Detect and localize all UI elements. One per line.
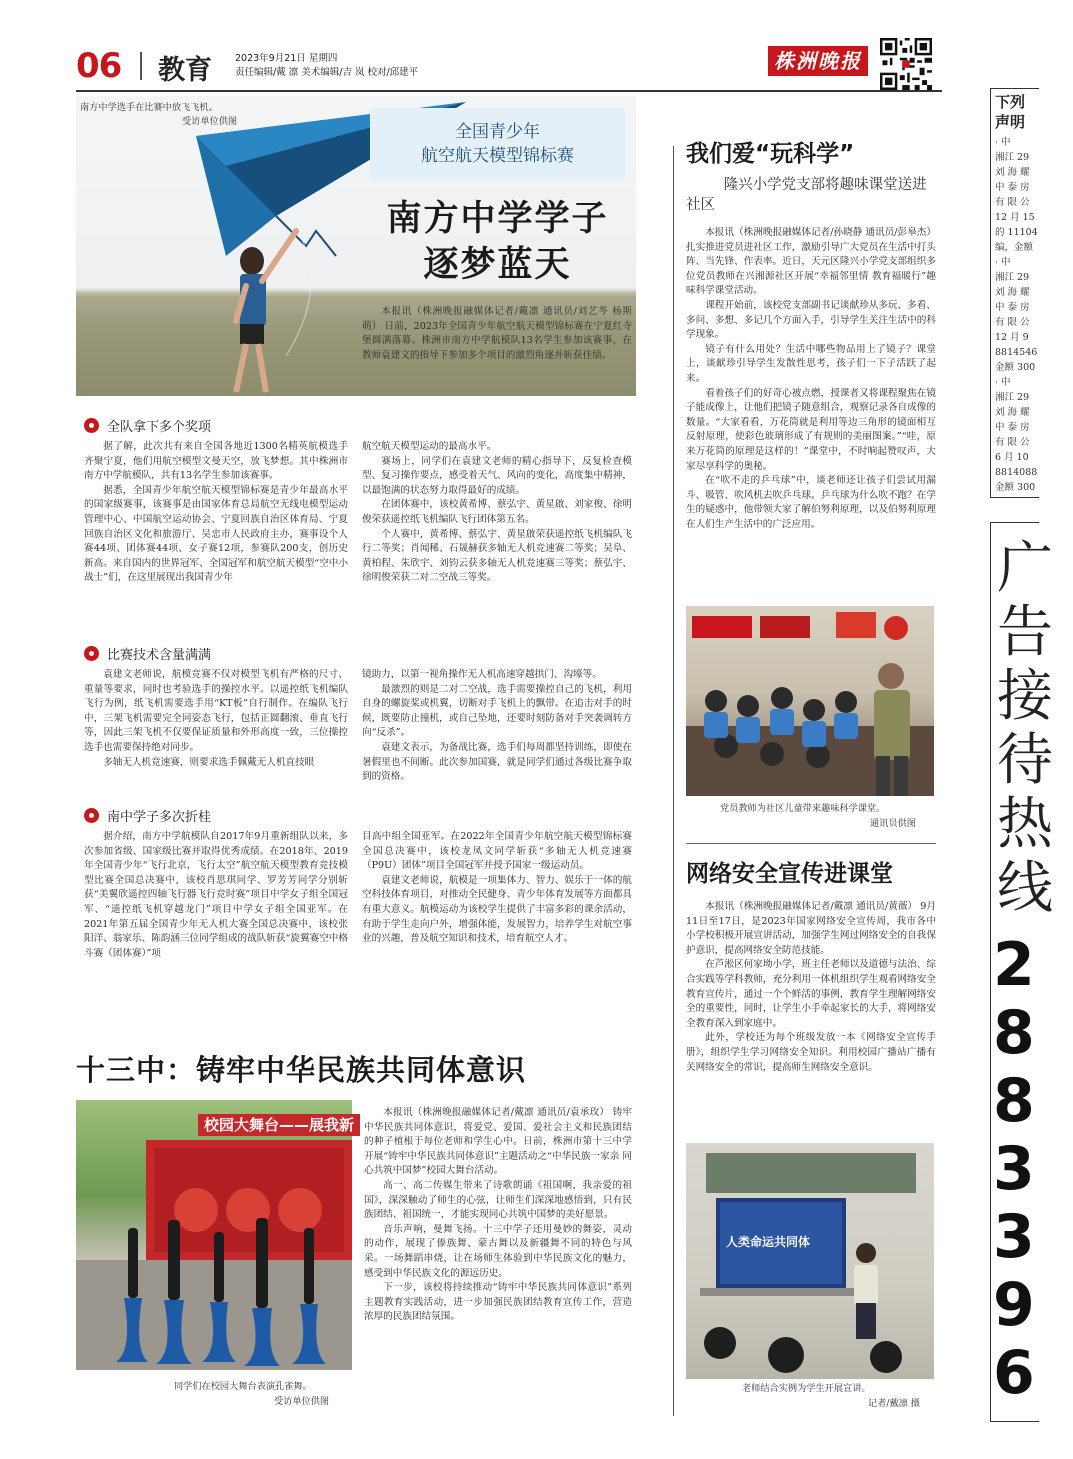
notice-line: 刘 海 耀 <box>995 407 1030 418</box>
paragraph: 本报讯（株洲晚报融媒体记者/戴凛 通讯员/黄薇） 9月11日至17日，是2023年国家网络安全宣传周，我市各中小学校积极开展宣讲活动，加强学生网过网络安全的自我保护意识，提高网络安全防范技能。 <box>686 901 936 956</box>
ad-char: 热 <box>997 792 1053 857</box>
paragraph: 目高中组全国亚军。在2022年全国青少年航空航天模型锦标赛全国总决赛中，该校龙凤文同学斩获“多轴无人机竞速赛（P9U）团体”项目全国冠军并授予国家一级运动员。 <box>362 831 632 872</box>
security-headline: 网络安全宣传进课堂 <box>686 861 893 887</box>
paragraph: 赛场上，同学们在袁建文老师的精心指导下，反复检查模型、复习操作要点，感受着天气、风向的变化，高度集中精神，以最饱满的状态努力取得最好的成绩。 <box>362 455 632 496</box>
unity-photo-caption: 同学们在校园大舞台表演孔雀舞。 <box>174 1381 312 1392</box>
notice-title-2: 声明 <box>995 113 1026 131</box>
paragraph: 据介绍，南方中学航模队自2017年9月重新组队以来，多次参加省级、国家级比赛并取得优秀成绩。在2018年、2019年全国青少年“飞行北京，飞行太空”航空航天模型教育竞技模型比赛全国总决赛中，该校肖思琪同学、罗芳芳同学分别斩获“美翼欣遥控四轴飞行器飞行竞时赛”项目中学女子组全国冠军、“遥控纸飞机穿越龙门”项目中学女子组全国亚军。在2021年第五届全国青少年无人机大赛全国总决赛中，该校张阳洋、翁家乐、陈韵涵三位同学组成的战队斩获“旋翼赛空中格斗赛（团体赛）”项 <box>84 831 348 959</box>
science-photo <box>686 606 934 796</box>
technique-col2 <box>362 668 632 785</box>
paragraph: 多轴无人机竞速赛，则要求选手佩戴无人机直技眼 <box>103 756 315 768</box>
notice-line: 金额 300 <box>995 362 1036 373</box>
event-banner <box>370 108 625 180</box>
paragraph: 本报讯（株洲晚报融媒体记者/戴凛 通讯员/袁承玫） 铸牢中华民族共同体意识，将爱党、爱国、爱社会主义和民族团结的种子植根于每位老师和学生心中。日前，株洲市第十三中学开展“铸牢中华民族共同体意识”主题活动之“中华民族一家亲 同心共筑中国梦”校园大舞台活动。 <box>364 1107 632 1177</box>
article-divider <box>686 843 936 844</box>
science-headline: 我们爱“玩科学” <box>686 141 855 167</box>
kite-headline-line1: 南方中学学子 <box>386 199 609 239</box>
ad-digit: 8 <box>993 998 1035 1068</box>
notice-line: 有 限 公 <box>995 197 1030 208</box>
notice-line: 有 限 公 <box>995 437 1030 448</box>
kite-headline <box>360 196 635 288</box>
paragraph: 个人赛中，黄希博、蔡弘宇、黄星啟荣获遥控纸飞机编队飞行二等奖；肖闻稀、石晟赫获多轴无人机竞速赛二等奖；吴阜、黄柏程、朱欣宇、刘钧云获多轴无人机竞速赛三等奖；蔡弘宇、徐明俊荣获二对二空战三等奖。 <box>362 528 632 584</box>
ad-digit: 6 <box>993 1338 1035 1408</box>
paragraph: 下一步，该校将持续推动“铸牢中华民族共同体意识”系列主题教育实践活动，进一步加强民族团结教育宣传工作，营造浓厚的民族团结氛围。 <box>364 1282 632 1323</box>
science-body <box>686 226 936 532</box>
section-heading-text: 全队拿下多个奖项 <box>107 420 212 435</box>
paragraph: 在团体赛中，该校黄希博、蔡弘宇、黄星啟、刘家俊、徐明俊荣获遥控纸飞机编队飞行团体第五名。 <box>362 499 632 525</box>
paragraph: 据悉，全国青少年航空航天模型锦标赛是青少年最高水平的国家级赛事，该赛事是由国家体育总局航空无线电模型运动管理中心、中国航空运动协会、宁夏回族自治区体育局、宁夏回族自治区文化和旅游厅、吴忠市人民政府主办，赛事设个人赛44项、团体赛44项、女子赛12项，参赛队200支，创历史新高。来自国内的世界冠军、全国冠军和航空航天模型“空中小战士”们，在这里展现出我国青少年 <box>84 484 348 584</box>
paragraph: 在芦淞区何家坳小学，班主任老师以及道德与法治、综合实践等学科教师，充分利用一体机组织学生观看网络安全教育宣传片，通过一个个鲜活的事例，教育学生理解网络安全的重要性，同时，让学生小手牵起家长的大手，将网络安全教育深入到家庭中。 <box>686 959 936 1029</box>
section-heading-awards <box>84 416 211 435</box>
paragraph: 镜子有什么用处？生活中哪些物品用上了镜子？课堂上，谈献珍引导学生发散性思考，孩子们一下子活跃了起来。 <box>686 343 936 384</box>
newspaper-logo: 株洲晚报 <box>768 46 868 76</box>
ad-hotline-title <box>997 537 1057 921</box>
ad-char: 广 <box>997 536 1053 601</box>
section-heading-honors <box>84 806 211 825</box>
paragraph: 据了解，此次共有来自全国各地近1300名精英航模选手齐聚宁夏，他们用航空模型文曼天空，放飞梦想。其中株洲市南方中学航模队，共有13名学生参加该赛事。 <box>84 441 348 482</box>
paragraph: 袁建文老师说，航模是一项集体力、智力、娱乐于一体的航空科技体育项目，对推动全民健身、青少年体育发展等方面都具有重大意义。航模运动为该校学生提供了丰富多彩的课余活动，有助于学生走向户外，增强体能，发展智力，培养学生对航空事业的兴趣，普及航空知识和技术，培育航空人才。 <box>362 874 632 945</box>
kite-photo-credit: 受访单位供图 <box>182 116 238 127</box>
unity-body <box>364 1106 632 1325</box>
paragraph: 本报讯（株洲晚报融媒体记者/孙晓静 通讯员/彭皋杰） 扎实推进党员进社区工作，激励引导广大党员在生活中打头阵、当先锋、作表率。近日，天元区隆兴小学党支部组织多位党员教师在兴湘源社区开展“幸福邻里情 教育福暖行”趣味科学课堂活动。 <box>686 227 936 297</box>
paragraph: 此外，学校还为每个班级发放一本《网络安全宣传手册》，组织学生学习网络安全知识。利用校园广播站广播有关网络安全的常识，提高师生网络安全意识。 <box>686 1032 936 1073</box>
ad-digit: 3 <box>993 1202 1035 1272</box>
notice-line: 编，金额 <box>995 242 1034 253</box>
kite-headline-line2: 逐梦蓝天 <box>423 245 572 285</box>
notice-line: 12 月 15 <box>995 212 1035 223</box>
notice-line: 金额 300 <box>995 482 1036 493</box>
paragraph: 最激烈的则是二对二空战，选手需要操控自己的飞机，利用自身的螺旋桨或机翼，切断对手飞机上的飘带。在追击对手的时候，既要防止撞机，或自己坠地，还要时刻防备对手突袭调转方向“反杀”。 <box>362 683 632 739</box>
ad-hotline-number <box>993 931 1073 1407</box>
technique-col1 <box>84 668 348 770</box>
paragraph: 课程开始前，该校党支部副书记谈献珍从多玩、多看、多问、多想、多记几个方面入手，引导学生关注生活中的科学现象。 <box>686 299 936 341</box>
notice-line: 12 月 9 <box>995 332 1029 343</box>
notice-line: 湘江 29 <box>995 392 1030 403</box>
paragraph: 袁建文老师说，航模竞赛不仅对模型飞机有严格的尺寸、重量等要求，同时也考验选手的操控水平。以遥控纸飞机编队飞行为例，纸飞机需要选手用“KT板”自行制作。在编队飞行中，三架飞机需要完全同姿态飞行，包括正圆翻滚、垂直飞行等，因此三架飞机不仅要保证质量和外形高度一致，三位操控选手也需要保持绝对同步。 <box>84 669 348 753</box>
header-date: 2023年9月21日 星期四 <box>235 53 338 64</box>
section-heading-text: 比赛技术含量满满 <box>107 648 212 663</box>
notice-line: 8814088 <box>995 467 1038 478</box>
notice-line: 湘江 29 <box>995 272 1030 283</box>
paragraph: 镜助力，以第一视角操作无人机高速穿越拱门、沟壕等。 <box>362 669 602 680</box>
honors-col2 <box>362 830 632 947</box>
notice-line: · 中 <box>995 137 1011 148</box>
unity-headline: 十三中：铸牢中华民族共同体意识 <box>76 1053 527 1087</box>
kite-lead: 本报讯（株洲晚报融媒体记者/戴凛 通讯员/刘艺芩 杨斯萌） 日前，2023年全国青少年航空航天模型锦标赛在宁夏红寺堡圆满落幕。株洲市南方中学航模队13名学生参加该赛事，在教师袁建文的指导下参加多个项目的激烈角逐并斩获佳绩。 <box>362 306 632 361</box>
ad-char: 告 <box>997 600 1053 665</box>
paragraph: 看着孩子们的好奇心被点燃，授课者又将课程聚焦在镜子能成像上，让他们把镜子随意组合，观察记录各自成像的数量。“大家看看，万花筒就是利用等边三角形的镜面相互反射原理，使彩色玻璃形成了有规则的美丽图案。”“哇，原来万花筒的原理是这样的！”课堂中，不时响起赞叹声，大家尽享科学的奥秘。 <box>686 387 936 472</box>
bullet-icon <box>84 808 99 823</box>
page-number: 06 <box>76 46 122 86</box>
notice-line: 有 限 公 <box>995 317 1030 328</box>
notice-line: 8814546 <box>995 347 1038 358</box>
ad-digit: 8 <box>993 1066 1035 1136</box>
security-photo <box>686 1143 934 1379</box>
ad-digit: 2 <box>993 930 1035 1000</box>
event-banner-line2: 航空航天模型锦标赛 <box>421 146 574 166</box>
ad-digit: 9 <box>993 1270 1035 1340</box>
paragraph: 音乐声响，曼舞飞扬。十三中学子还用曼妙的舞姿，灵动的动作，展现了傣族舞、蒙古舞以及新疆舞不同的特色与风采。一场舞蹈串烧，让在场师生体验到中华民族文化的魅力，感受到中华民族文化的源远历史。 <box>364 1223 632 1279</box>
qr-code-icon <box>880 38 932 90</box>
notice-line: 中 泰 房 <box>995 302 1030 313</box>
paragraph: 在“吹不走的乒乓球”中，谈老师还让孩子们尝试用漏斗、吸管、吹风机去吹乒乓球。乒乓球为什么吹不跑？在学生的疑惑中，他带领大家了解伯努利原理，以及伯努利原理在人们生产生活中的广泛应用。 <box>686 475 936 530</box>
notice-line: 中 泰 房 <box>995 182 1030 193</box>
unity-photo-credit: 受访单位供图 <box>274 1396 330 1407</box>
kite-photo-caption: 南方中学选手在比赛中放飞飞机。 <box>80 102 218 113</box>
bullet-icon <box>84 418 99 433</box>
section-heading-technique <box>84 644 211 663</box>
event-banner-line1: 全国青少年 <box>455 122 540 142</box>
header-editors: 责任编辑/戴 凛 美术编辑/吉 岚 校对/邱建平 <box>235 67 419 78</box>
notice-line: 刘 海 耀 <box>995 287 1030 298</box>
section-heading-text: 南中学子多次折桂 <box>107 810 212 825</box>
paragraph: 航空航天模型运动的最高水平。 <box>362 441 497 452</box>
ad-digit: 3 <box>993 1134 1035 1204</box>
science-subheadline: 隆兴小学党支部将趣味课堂送进社区 <box>686 177 927 213</box>
security-photo-caption: 老师结合实例为学生开展宣讲。 <box>742 1383 871 1394</box>
science-photo-caption: 党员教师为社区儿童带来趣味科学课堂。 <box>720 803 886 814</box>
notice-box <box>990 88 1039 498</box>
notice-line: 的 11104 <box>995 227 1038 238</box>
ad-char: 线 <box>997 856 1053 921</box>
notice-lines <box>995 135 1038 495</box>
stage-banner: 校园大舞台——展我新 <box>198 1114 360 1136</box>
notice-line: · 中 <box>995 257 1011 268</box>
section-title: 教育 <box>158 55 212 86</box>
notice-line: 6 月 10 <box>995 452 1029 463</box>
notice-line: · 中 <box>995 377 1011 388</box>
ad-box <box>990 522 1053 1422</box>
unity-photo <box>76 1100 355 1370</box>
security-body <box>686 900 936 1075</box>
header-rule <box>76 90 942 92</box>
paragraph: 袁建文表示，为备战比赛，选手们每周都坚持训练，即使在暑假里也不间断。此次参加国赛，就是同学们通过各级比赛争取到的资格。 <box>362 741 632 783</box>
science-photo-credit: 通讯员供图 <box>870 818 916 829</box>
notice-line: 湘江 29 <box>995 152 1030 163</box>
paragraph: 高一、高二传媒生带来了诗歌朗诵《祖国啊，我亲爱的祖国》，深深触动了师生的心弦，让师生们深深地感悟到，只有民族团结、祖国统一，才能实现同心共筑中国梦的美好愿景。 <box>364 1179 632 1221</box>
notice-title-1: 下列 <box>995 93 1026 111</box>
notice-line: 中 泰 房 <box>995 422 1030 433</box>
ad-char: 待 <box>997 728 1053 793</box>
classroom-screen-text: 人类命运共同体 <box>726 1235 811 1249</box>
bullet-icon <box>84 646 99 661</box>
honors-col1 <box>84 830 348 961</box>
security-photo-credit: 记者/戴凛 摄 <box>868 1398 920 1409</box>
notice-line: 刘 海 耀 <box>995 167 1030 178</box>
awards-col2 <box>362 440 632 586</box>
ad-char: 接 <box>997 664 1053 729</box>
header-divider <box>140 52 142 80</box>
column-divider <box>673 146 674 1416</box>
awards-col1 <box>84 440 348 586</box>
